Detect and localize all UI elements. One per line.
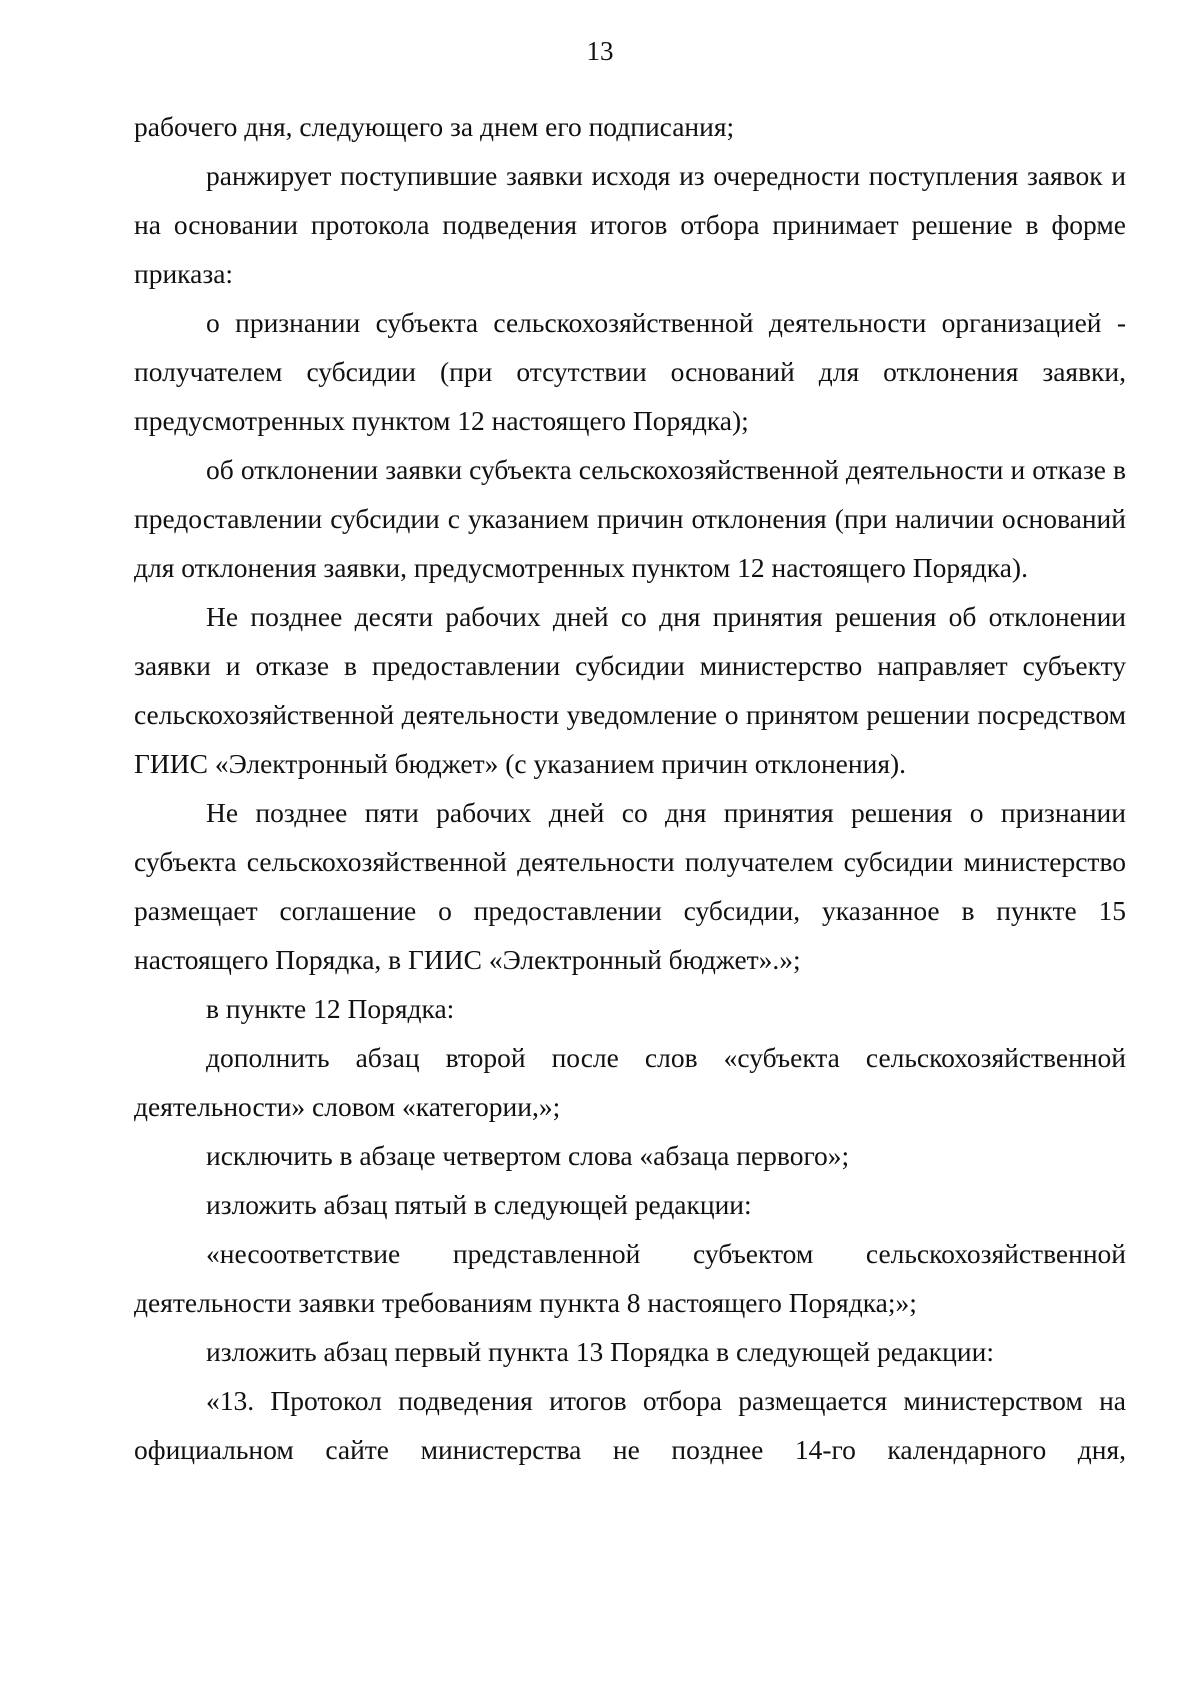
paragraph-amend-fifth: изложить абзац пятый в следующей редакции: bbox=[206, 1189, 752, 1220]
document-body bbox=[134, 102, 1126, 1474]
paragraph-agreement-placement: Не позднее пяти рабочих дней со дня принятия решения о признании субъекта сельскохозяйственной деятельности получателем субсидии министерство размещает соглашение о предоставлении субсидии, указанное в пункте 15 настоящего Порядка, в ГИИС «Электронный бюджет».»; bbox=[134, 797, 1126, 975]
paragraph-fifth-text: «несоответствие представленной субъектом сельскохозяйственной деятельности заявки требованиям пункта 8 настоящего Порядка;»; bbox=[134, 1238, 1126, 1318]
paragraph-recognition: о признании субъекта сельскохозяйственной деятельности организацией - получателем субсидии (при отсутствии оснований для отклонения заявки, предусмотренных пунктом 12 настоящего Порядка); bbox=[134, 307, 1126, 436]
paragraph-rejection: об отклонении заявки субъекта сельскохозяйственной деятельности и отказе в предоставлении субсидии с указанием причин отклонения (при наличии оснований для отклонения заявки, предусмотренных пунктом 12 настоящего Порядка). bbox=[134, 454, 1126, 583]
page-number: 13 bbox=[586, 36, 614, 66]
paragraph-amend-fourth: исключить в абзаце четвертом слова «абзаца первого»; bbox=[206, 1140, 850, 1171]
paragraph-continuation: рабочего дня, следующего за днем его подписания; bbox=[134, 111, 735, 142]
paragraph-amend-second: дополнить абзац второй после слов «субъекта сельскохозяйственной деятельности» словом «категории,»; bbox=[134, 1042, 1126, 1122]
paragraph-ranking: ранжирует поступившие заявки исходя из очередности поступления заявок и на основании протокола подведения итогов отбора принимает решение в форме приказа: bbox=[134, 160, 1126, 289]
paragraph-point-13-text: «13. Протокол подведения итогов отбора размещается министерством на официальном сайте министерства не позднее 14-го календарного дня, bbox=[134, 1385, 1126, 1465]
paragraph-rejection-notice: Не позднее десяти рабочих дней со дня принятия решения об отклонении заявки и отказе в предоставлении субсидии министерство направляет субъекту сельскохозяйственной деятельности уведомление о принятом решении посредством ГИИС «Электронный бюджет» (с указанием причин отклонения). bbox=[134, 601, 1126, 779]
paragraph-point-12: в пункте 12 Порядка: bbox=[206, 993, 455, 1024]
paragraph-amend-point-13: изложить абзац первый пункта 13 Порядка в следующей редакции: bbox=[206, 1336, 994, 1367]
